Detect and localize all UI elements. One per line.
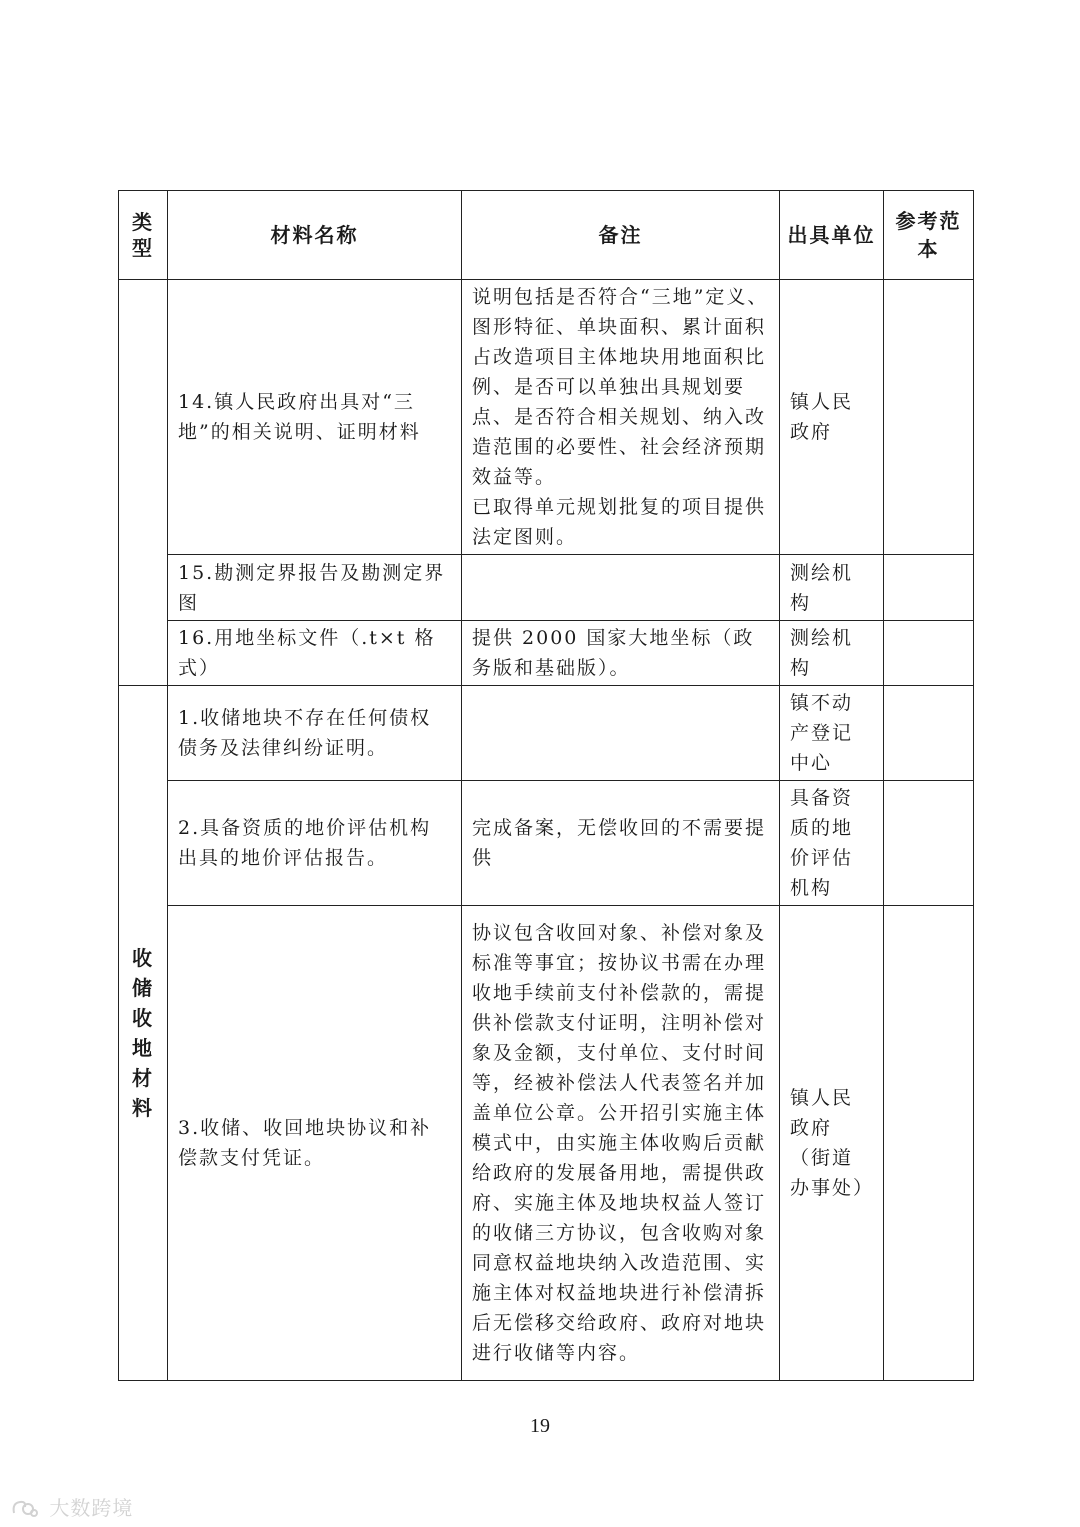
sample-cell (884, 621, 974, 686)
category-cell (119, 686, 168, 1381)
sample-cell (884, 555, 974, 621)
sample-cell (884, 906, 974, 1381)
material-name-cell: 2.具备资质的地价评估机构出具的地价评估报告。 (168, 781, 462, 906)
header-material-name: 材料名称 (168, 191, 462, 280)
remark-line: 说明包括是否符合“三地”定义、图形特征、单块面积、累计面积占改造项目主体地块用地面积比例、是否可以单独出具规划要点、是否符合相关规划、纳入改造范围的必要性、社会经济预期效益等。 (472, 286, 769, 488)
header-type: 类型 (119, 191, 168, 280)
category-label (119, 943, 167, 1123)
table-row (119, 555, 974, 621)
issuing-unit-cell: 镇不动产登记中心 (780, 686, 884, 781)
materials-table (118, 190, 974, 1381)
material-name-cell: 15.勘测定界报告及勘测定界图 (168, 555, 462, 621)
category-char: 储 (132, 976, 154, 1000)
sample-cell (884, 280, 974, 555)
table-header-row (119, 191, 974, 280)
header-sample: 参考范本 (884, 191, 974, 280)
table-row (119, 781, 974, 906)
watermark (10, 1492, 133, 1521)
remark-cell (462, 280, 780, 555)
material-name-cell: 1.收储地块不存在任何债权债务及法律纠纷证明。 (168, 686, 462, 781)
issuing-unit-cell: 镇人民政府（街道办事处） (780, 906, 884, 1381)
header-remark: 备注 (462, 191, 780, 280)
remark-cell: 完成备案，无偿收回的不需要提供 (462, 781, 780, 906)
issuing-unit-cell: 测绘机构 (780, 621, 884, 686)
material-name-cell: 14.镇人民政府出具对“三地”的相关说明、证明材料 (168, 280, 462, 555)
header-issuing-unit: 出具单位 (780, 191, 884, 280)
category-char: 材 (132, 1066, 154, 1090)
remark-cell (462, 686, 780, 781)
category-char: 收 (132, 946, 154, 970)
table-row (119, 280, 974, 555)
remark-line: 已取得单元规划批复的项目提供法定图则。 (472, 496, 767, 548)
issuing-unit-cell: 镇人民政府 (780, 280, 884, 555)
material-name-cell: 16.用地坐标文件（.t×t 格式） (168, 621, 462, 686)
sample-cell (884, 781, 974, 906)
table-row (119, 686, 974, 781)
category-char: 地 (132, 1036, 154, 1060)
page-number: 19 (530, 1415, 550, 1437)
category-char: 料 (132, 1096, 154, 1120)
watermark-text: 大数跨境 (49, 1496, 134, 1520)
table-row (119, 906, 974, 1381)
remark-cell (462, 555, 780, 621)
issuing-unit-cell: 测绘机构 (780, 555, 884, 621)
remark-cell: 提供 2000 国家大地坐标（政务版和基础版）。 (462, 621, 780, 686)
logo-icon (10, 1497, 38, 1519)
category-cell-empty (119, 280, 168, 686)
category-char: 收 (132, 1006, 154, 1030)
material-name-cell: 3.收储、收回地块协议和补偿款支付凭证。 (168, 906, 462, 1381)
issuing-unit-cell: 具备资质的地价评估机构 (780, 781, 884, 906)
sample-cell (884, 686, 974, 781)
remark-cell: 协议包含收回对象、补偿对象及标准等事宜；按协议书需在办理收地手续前支付补偿款的，需提供补偿款支付证明，注明补偿对象及金额，支付单位、支付时间等，经被补偿法人代表签名并加盖单位公章。公开招引实施主体模式中，由实施主体收购后贡献给政府的发展备用地，需提供政府、实施主体及地块权益人签订的收储三方协议，包含收购对象同意权益地块纳入改造范围、实施主体对权益地块进行补偿清拆后无偿移交给政府、政府对地块进行收储等内容。 (462, 906, 780, 1381)
table-row (119, 621, 974, 686)
